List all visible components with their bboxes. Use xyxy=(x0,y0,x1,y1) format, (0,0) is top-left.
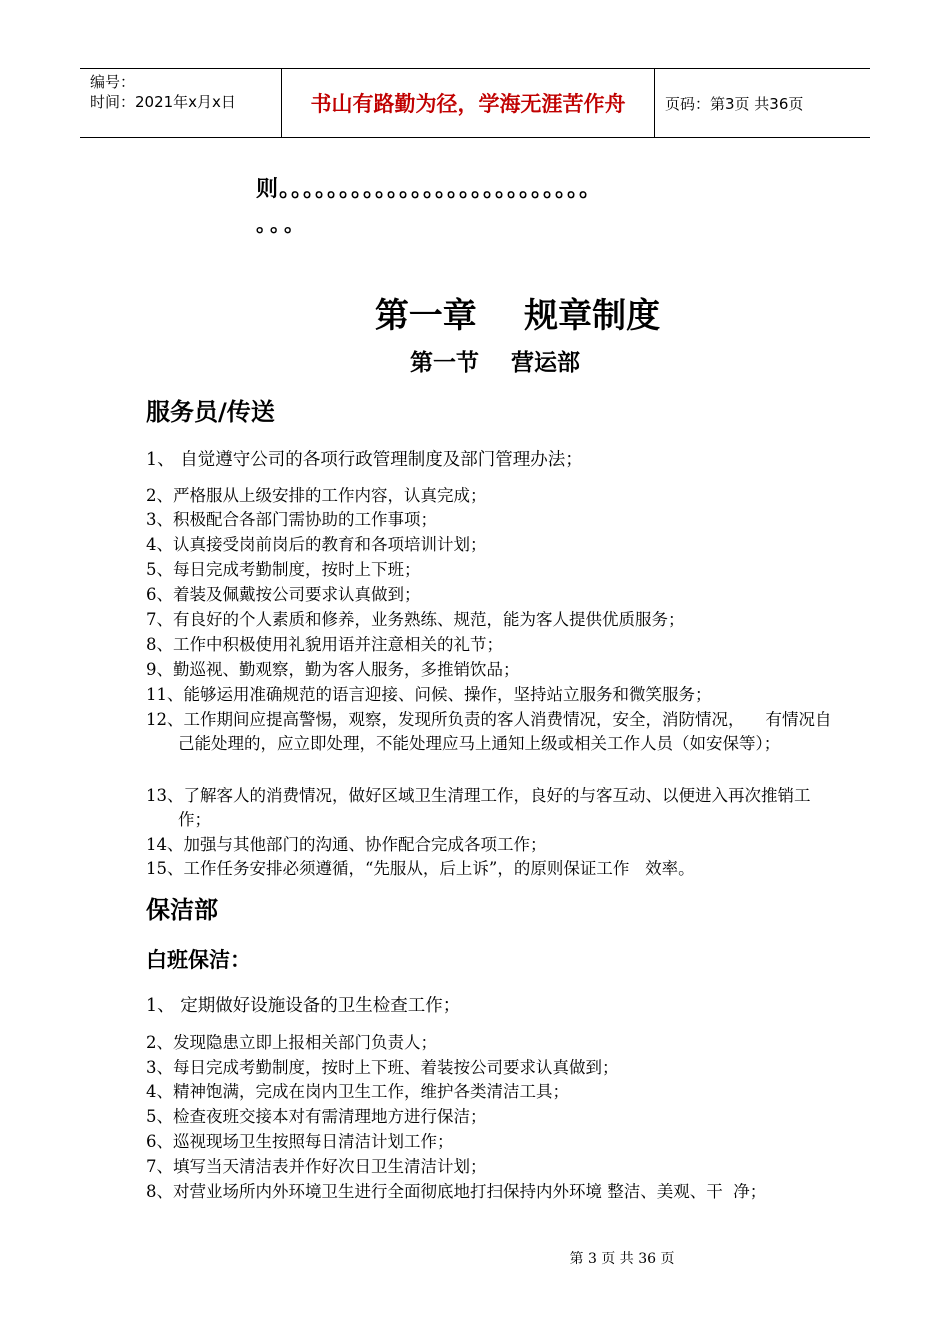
header-motto-cell xyxy=(281,69,655,137)
list-item: 6、着装及佩戴按公司要求认真做到； xyxy=(146,585,421,604)
section-title: 第一节 营运部 xyxy=(409,350,581,376)
list-item: 14、加强与其他部门的沟通、协作配合完成各项工作； xyxy=(146,835,547,854)
list-item: 7、填写当天清洁表并作好次日卫生清洁计划； xyxy=(146,1157,487,1176)
list-item: 8、对营业场所内外环境卫生进行全面彻底地打扫保持内外环境 整洁、美观、干 净； xyxy=(146,1182,767,1201)
header-page-cell xyxy=(655,69,870,137)
list-item: 2、严格服从上级安排的工作内容，认真完成； xyxy=(146,486,487,505)
header-left-cell xyxy=(80,69,280,137)
list-item: 3、积极配合各部门需协助的工作事项； xyxy=(146,510,437,529)
list-item: 4、精神饱满，完成在岗内卫生工作，维护各类清洁工具； xyxy=(146,1082,569,1101)
service-heading: 服务员/传送 xyxy=(146,398,275,426)
page-footer: 第 3 页 共 36 页 xyxy=(569,1251,675,1267)
document-header xyxy=(80,68,870,138)
list-item: 5、检查夜班交接本对有需清理地方进行保洁； xyxy=(146,1107,487,1126)
list-item: 3、每日完成考勤制度，按时上下班、着装按公司要求认真做到； xyxy=(146,1058,619,1077)
motto: 书山有路勤为径，学海无涯苦作舟 xyxy=(310,92,626,116)
list-item: 6、巡视现场卫生按照每日清洁计划工作； xyxy=(146,1132,454,1151)
list-item: 8、工作中积极使用礼貌用语并注意相关的礼节； xyxy=(146,635,503,654)
list-item: 4、认真接受岗前岗后的教育和各项培训计划； xyxy=(146,535,487,554)
list-item: 1、 自觉遵守公司的各项行政管理制度及部门管理办法； xyxy=(146,450,583,470)
list-item: 2、发现隐患立即上报相关部门负责人； xyxy=(146,1033,437,1052)
list-item: 1、 定期做好设施设备的卫生检查工作； xyxy=(146,996,461,1016)
toc-tail-line-2: 。。。 xyxy=(256,212,308,236)
number-label: 编号： xyxy=(90,73,136,91)
day-shift-subheading: 白班保洁： xyxy=(146,948,251,972)
toc-tail-line-1: 则。。。。。。。。。。。。。。。。。。。。。。。。。。 xyxy=(256,176,603,202)
cleaning-heading: 保洁部 xyxy=(146,896,218,924)
list-item: 9、勤巡视、勤观察，勤为客人服务，多推销饮品； xyxy=(146,660,520,679)
list-item: 5、每日完成考勤制度，按时上下班； xyxy=(146,560,421,579)
list-item: 7、有良好的个人素质和修养，业务熟练、规范，能为客人提供优质服务； xyxy=(146,610,685,629)
list-item: 11、能够运用准确规范的语言迎接、问候、操作，坚持站立服务和微笑服务； xyxy=(146,685,712,704)
page-info: 页码：第3页 共36页 xyxy=(665,94,804,113)
list-item: 15、工作任务安排必须遵循，“先服从，后上诉”，的原则保证工作 效率。 xyxy=(146,859,695,878)
chapter-title: 第一章 规章制度 xyxy=(374,296,661,336)
list-item: 13、了解客人的消费情况，做好区域卫生清理工作，良好的与客互动、以便进入再次推销工作； xyxy=(146,786,811,829)
date-label: 时间：2021年x月x日 xyxy=(90,93,236,111)
list-item: 12、工作期间应提高警惕，观察，发现所负责的客人消费情况，安全，消防情况， 有情况自己能处理的，应立即处理，不能处理应马上通知上级或相关工作人员（如安保等）； xyxy=(146,710,832,753)
